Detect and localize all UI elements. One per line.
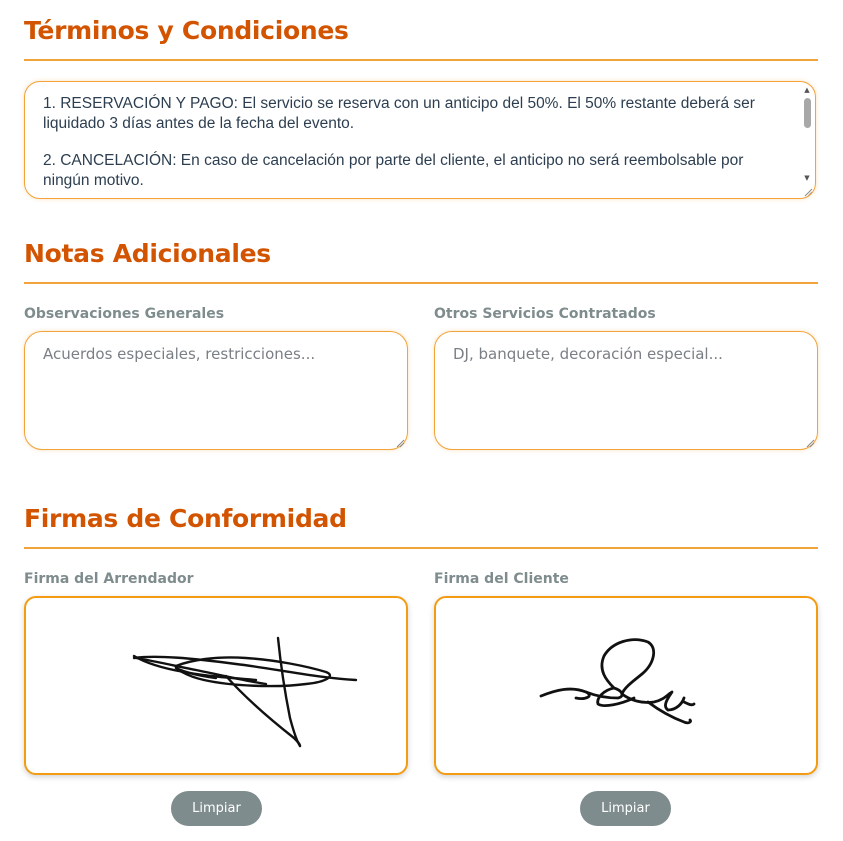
signatures-divider bbox=[24, 547, 818, 549]
terms-clause-2: 2. CANCELACIÓN: En caso de cancelación por parte del cliente, el anticipo no será reembolsable por ningún motivo. bbox=[43, 152, 744, 189]
scroll-down-icon[interactable]: ▼ bbox=[804, 174, 810, 182]
other-services-label: Otros Servicios Contratados bbox=[434, 306, 656, 322]
terms-content bbox=[43, 94, 793, 199]
signatures-title: Firmas de Conformidad bbox=[24, 504, 347, 533]
client-signature-drawing bbox=[436, 598, 816, 773]
terms-scrollbar[interactable] bbox=[801, 84, 813, 184]
landlord-signature-pad[interactable] bbox=[24, 596, 408, 775]
terms-clause-1: 1. RESERVACIÓN Y PAGO: El servicio se reserva con un anticipo del 50%. El 50% restante deberá ser liquidado 3 días antes de la fecha del evento. bbox=[43, 95, 755, 132]
terms-title: Términos y Condiciones bbox=[24, 16, 349, 45]
terms-textarea[interactable] bbox=[24, 81, 816, 199]
resize-grip-icon[interactable] bbox=[395, 438, 405, 448]
terms-divider bbox=[24, 59, 818, 61]
scroll-thumb[interactable] bbox=[804, 98, 811, 128]
landlord-signature-label: Firma del Arrendador bbox=[24, 571, 194, 587]
notes-title: Notas Adicionales bbox=[24, 239, 271, 268]
client-signature-label: Firma del Cliente bbox=[434, 571, 569, 587]
other-services-placeholder: DJ, banquete, decoración especial... bbox=[453, 345, 723, 363]
general-observations-placeholder: Acuerdos especiales, restricciones... bbox=[43, 345, 316, 363]
resize-grip-icon[interactable] bbox=[803, 187, 813, 197]
general-observations-input[interactable] bbox=[24, 331, 408, 450]
general-observations-label: Observaciones Generales bbox=[24, 306, 225, 322]
scroll-up-icon[interactable]: ▲ bbox=[804, 86, 810, 94]
client-signature-pad[interactable] bbox=[434, 596, 818, 775]
notes-divider bbox=[24, 282, 818, 284]
clear-client-signature-button[interactable]: Limpiar bbox=[580, 791, 671, 826]
landlord-signature-drawing bbox=[26, 598, 406, 773]
resize-grip-icon[interactable] bbox=[805, 438, 815, 448]
clear-landlord-signature-button[interactable]: Limpiar bbox=[171, 791, 262, 826]
other-services-input[interactable] bbox=[434, 331, 818, 450]
